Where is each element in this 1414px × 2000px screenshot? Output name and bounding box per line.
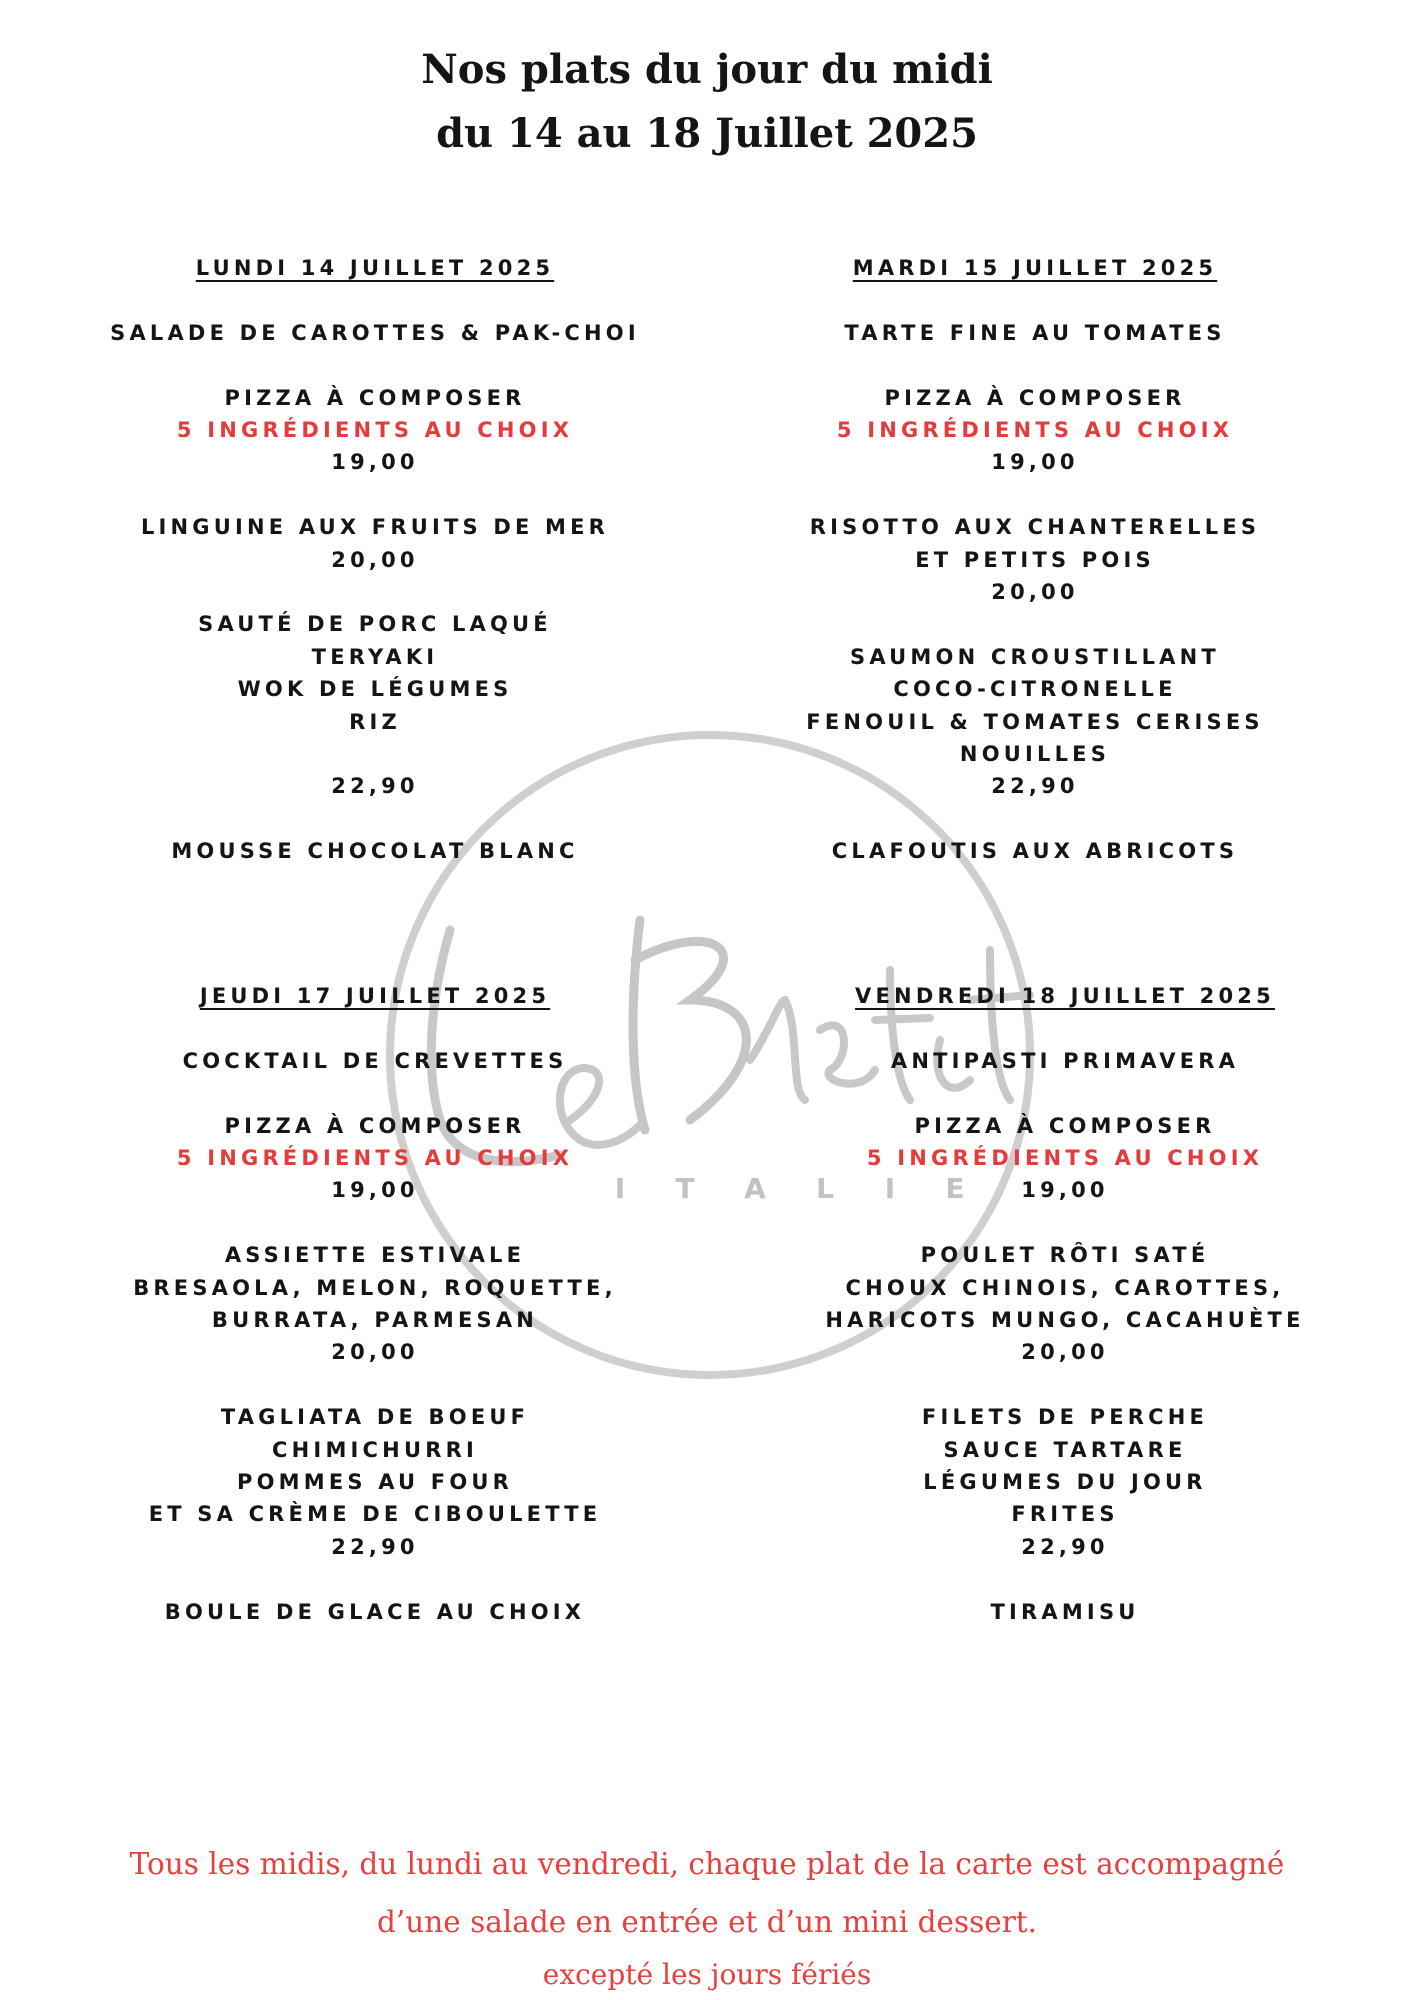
dish-price: 22,90 xyxy=(991,774,1079,799)
dish-line: SAUTÉ DE PORC LAQUÉ xyxy=(198,612,552,637)
dish-line: LINGUINE AUX FRUITS DE MER xyxy=(140,515,610,540)
pizza-name: PIZZA À COMPOSER xyxy=(224,1113,526,1138)
dessert: BOULE DE GLACE AU CHOIX xyxy=(164,1599,586,1624)
dish-line: LÉGUMES DU JOUR xyxy=(923,1470,1207,1495)
dish-line: ASSIETTE ESTIVALE xyxy=(224,1243,526,1268)
logo-subtitle-letter: E xyxy=(945,1172,965,1205)
day-heading: MARDI 15 JUILLET 2025 xyxy=(852,256,1218,280)
starter: COCKTAIL DE CREVETTES xyxy=(182,1048,568,1073)
pizza-note: 5 INGRÉDIENTS AU CHOIX xyxy=(866,1146,1264,1170)
pizza-price: 19,00 xyxy=(991,450,1079,475)
dish-line: BURRATA, PARMESAN xyxy=(211,1308,539,1333)
dish-price: 20,00 xyxy=(1021,1340,1109,1365)
logo-subtitle-letter: L xyxy=(816,1172,834,1205)
starter: SALADE DE CAROTTES & PAK-CHOI xyxy=(110,320,640,345)
logo-subtitle-letter: I xyxy=(884,1172,896,1205)
dish-price: 22,90 xyxy=(331,1534,419,1559)
pizza-note: 5 INGRÉDIENTS AU CHOIX xyxy=(176,418,574,442)
dish-line: COCO-CITRONELLE xyxy=(893,677,1177,702)
dish-line: FILETS DE PERCHE xyxy=(921,1405,1209,1430)
pizza-note: 5 INGRÉDIENTS AU CHOIX xyxy=(836,418,1234,442)
day-menu-thursday xyxy=(100,980,650,1628)
page-title: Nos plats du jour du midi xyxy=(421,46,993,93)
dish-line: CHOUX CHINOIS, CAROTTES, xyxy=(845,1275,1285,1300)
dish-line: FENOUIL & TOMATES CERISES xyxy=(806,709,1264,734)
dish-line: TAGLIATA DE BOEUF xyxy=(220,1405,530,1430)
dish-line: POULET RÔTI SATÉ xyxy=(920,1243,1210,1268)
pizza-price: 19,00 xyxy=(331,450,419,475)
dish-line: SAUCE TARTARE xyxy=(943,1437,1187,1462)
dish-line: ET SA CRÈME DE CIBOULETTE xyxy=(148,1502,602,1527)
dish-line: POMMES AU FOUR xyxy=(236,1470,513,1495)
dish-price: 22,90 xyxy=(331,774,419,799)
dessert: CLAFOUTIS AUX ABRICOTS xyxy=(831,839,1239,864)
dish-line: SAUMON CROUSTILLANT xyxy=(850,644,1220,669)
footer-note-line3: excepté les jours fériés xyxy=(542,1958,872,1991)
dish-price: 22,90 xyxy=(1021,1534,1109,1559)
pizza-price: 19,00 xyxy=(331,1178,419,1203)
page-subtitle-dates: du 14 au 18 Juillet 2025 xyxy=(436,110,978,157)
logo-letter-b xyxy=(633,920,746,1130)
logo-subtitle-letter: T xyxy=(675,1172,695,1205)
dish-line: NOUILLES xyxy=(959,742,1111,767)
dish-line: RISOTTO AUX CHANTERELLES xyxy=(809,515,1261,540)
dish-line: ET PETITS POIS xyxy=(915,547,1155,572)
footer-note-line1: Tous les midis, du lundi au vendredi, chaque plat de la carte est accompagné xyxy=(129,1847,1285,1881)
pizza-note: 5 INGRÉDIENTS AU CHOIX xyxy=(176,1146,574,1170)
day-heading: LUNDI 14 JUILLET 2025 xyxy=(195,256,555,280)
pizza-name: PIZZA À COMPOSER xyxy=(914,1113,1216,1138)
dish-line: RIZ xyxy=(349,709,401,734)
starter: TARTE FINE AU TOMATES xyxy=(844,320,1226,345)
day-heading: JEUDI 17 JUILLET 2025 xyxy=(199,984,551,1008)
dessert: TIRAMISU xyxy=(990,1599,1140,1624)
dish-price: 20,00 xyxy=(331,1340,419,1365)
pizza-name: PIZZA À COMPOSER xyxy=(884,385,1186,410)
day-menu-friday xyxy=(790,980,1340,1628)
dessert: MOUSSE CHOCOLAT BLANC xyxy=(171,839,579,864)
day-heading: VENDREDI 18 JUILLET 2025 xyxy=(855,984,1275,1008)
dish-price: 20,00 xyxy=(331,547,419,572)
pizza-price: 19,00 xyxy=(1021,1178,1109,1203)
pizza-name: PIZZA À COMPOSER xyxy=(224,385,526,410)
dish-price: 20,00 xyxy=(991,580,1079,605)
starter: ANTIPASTI PRIMAVERA xyxy=(890,1048,1240,1073)
dish-line: FRITES xyxy=(1011,1502,1119,1527)
dish-line: WOK DE LÉGUMES xyxy=(237,677,513,702)
day-menu-monday xyxy=(100,252,650,868)
logo-subtitle-letter: A xyxy=(744,1172,766,1205)
day-menu-tuesday xyxy=(760,252,1310,868)
dish-line: BRESAOLA, MELON, ROQUETTE, xyxy=(133,1275,617,1300)
logo-subtitle-letter: I xyxy=(614,1172,626,1205)
dish-line: TERYAKI xyxy=(311,644,439,669)
dish-line: HARICOTS MUNGO, CACAHUÈTE xyxy=(825,1308,1305,1333)
footer-note-line2: d’une salade en entrée et d’un mini dessert. xyxy=(376,1905,1038,1939)
dish-line: CHIMICHURRI xyxy=(272,1437,478,1462)
